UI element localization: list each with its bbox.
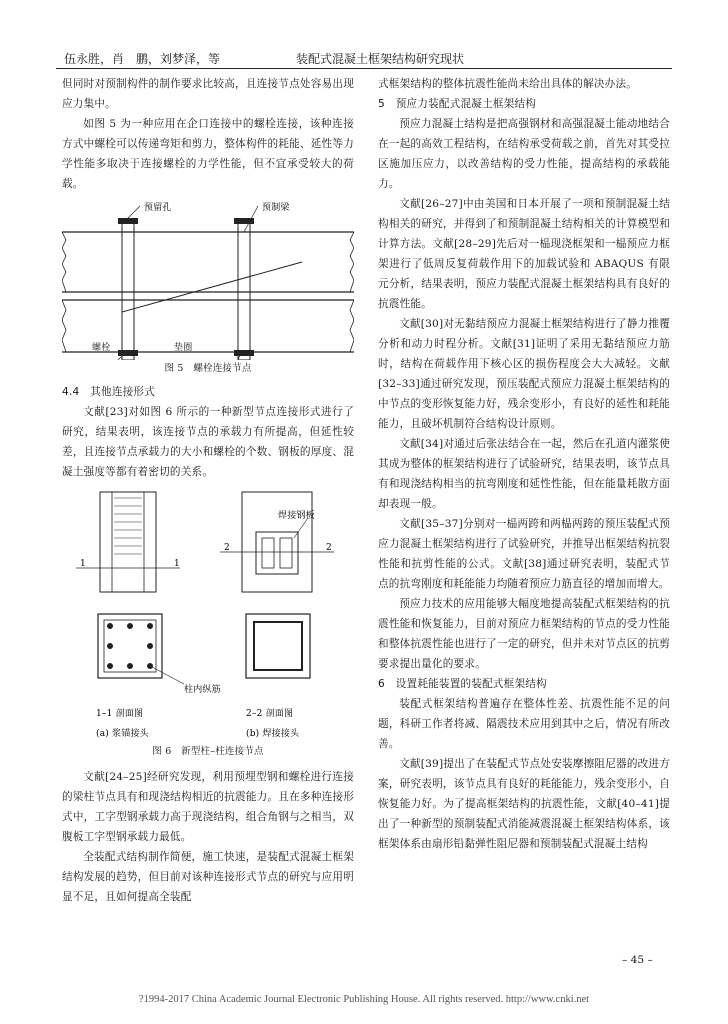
paragraph: 如图 5 为一种应用在企口连接中的螺栓连接，该种连接方式中螺栓可以传递弯矩和剪力，整体构件的耗能、延性等力学性能多取决于连接螺栓的力学性能，但不宜承受较大的荷载。 [62,118,354,190]
label-reserved-hole: 预留孔 [144,203,172,213]
section-mark-1-right: 1 [174,559,180,569]
header-article-title: 装配式混凝土框架结构研究现状 [296,52,465,66]
figure-5-caption: 图 5 螺栓连接节点 [164,363,252,374]
section-label-2-2: 2–2 剖面图 [246,709,294,719]
paragraph: 文献[23]对如图 6 所示的一种新型节点连接形式进行了研究，结果表明，该连接节点的承载力有所提高，但延性较差，且连接节点承载力的大小和螺栓的个数、钢板的厚度、混凝土强度等都有着密切的关系。 [62,406,354,478]
running-header [56,50,672,70]
paragraph: 文献[26–27]中由美国和日本开展了一项和预制混凝土结构相关的研究，并得到了和预制混凝土结构相关的计算模型和计算方法。文献[28–29]先后对一榀现浇框架和一榀预应力框架进行了低周反复荷载作用下的加载试验和 ABAQUS 有限元分析，结果表明，预应力装配式混凝土框架结构具有良好的抗震性能。 [378,198,670,310]
label-welded-plate: 焊接钢板 [278,511,315,521]
paragraph: 全装配式结构制作简便，施工快速，是装配式混凝土框架结构发展的趋势，但目前对该种连接形式节点的研究与应用明显不足，且如何提高全装配 [62,851,354,903]
section-heading-4-4: 4.4 其他连接形式 [62,386,156,398]
label-washer: 垫圈 [174,343,193,353]
paragraph: 文献[35–37]分别对一榀两跨和两榀两跨的预压装配式预应力混凝土框架结构进行了试验研究，并推导出框架结构抗裂性能和抗剪性能的公式。文献[38]通过研究表明，装配式节点的抗弯刚度和耗能能力均随着预应力筋直径的增加而增大。 [378,518,670,590]
figure-5-bolt-connection [62,200,354,360]
paragraph: 文献[30]对无黏结预应力混凝土框架结构进行了静力推覆分析和动力时程分析。文献[31]证明了采用无黏结预应力筋时，结构在荷载作用下核心区的损伤程度会大大减轻。文献[32–33]通过研究发现，预压装配式预应力混凝土框架结构的中节点的变形恢复能力好，残余变形小，有良好的延性和耗能能力，且破坏机制符合结构设计原则。 [378,318,670,430]
left-column [62,74,354,907]
copyright-footer: ?1994-2017 China Academic Journal Electronic Publishing House. All rights reserved. http://www.cnki.net [138,994,590,1005]
paragraph: 预应力技术的应用能够大幅度地提高装配式框架结构的抗震性能和恢复能力，目前对预应力框架结构的节点的受力性能和整体抗震性能也进行了一定的研究，但并未对节点区的抗剪要求提出量化的要求。 [378,598,670,670]
paragraph: 文献[39]提出了在装配式节点处安装摩擦阻尼器的改进方案，研究表明，该节点具有良好的耗能能力，残余变形小，自恢复能力好。为了提高框架结构的抗震性能，文献[40–41]提出了一种新型的预制装配式消能减震混凝土框架结构体系，该框架体系由扇形铅黏弹性阻尼器和预制装配式混凝土结构 [378,758,670,850]
paragraph: 装配式框架结构普遍存在整体性差、抗震性能不足的问题，科研工作者将减、隔震技术应用到其中之后，情况有所改善。 [378,698,670,750]
paragraph: 文献[34]对通过后张法结合在一起，然后在孔道内灌浆使其成为整体的框架结构进行了试验研究，结果表明，该节点具有和现浇结构相当的抗弯刚度和延性性能，但在能量耗散方面却表现一般。 [378,438,670,510]
paragraph: 预应力混凝土结构是把高强钢材和高强混凝土能动地结合在一起的高效工程结构，在结构承受荷载之前，首先对其受拉区施加压应力，以改善结构的受力性能，提高结构的承载能力。 [378,118,670,190]
section-heading-5: 5 预应力装配式混凝土框架结构 [378,98,537,110]
header-authors: 伍永胜，肖 鹏，刘梦泽，等 [64,52,221,66]
label-column-rebar: 柱内纵筋 [184,685,221,695]
section-mark-1-left: 1 [80,559,86,569]
paragraph: 文献[24–25]经研究发现，利用预埋型钢和螺栓进行连接的梁柱节点具有和现浇结构相近的抗震能力。且在多种连接形式中，工字型钢承载力高于现浇结构，组合角钢与之相当，双腹板工字型钢承载力最低。 [62,771,354,843]
label-bolt: 螺栓 [92,343,111,353]
header-rule [56,68,672,69]
paragraph: 但同时对预制构件的制作要求比较高，且连接节点处容易出现应力集中。 [62,78,354,110]
section-mark-2-left: 2 [224,543,230,553]
figure-6-caption: 图 6 新型柱–柱连接节点 [152,746,264,757]
section-mark-2-right: 2 [326,543,332,553]
figure-6-column-connection [62,488,354,743]
page-number: – 45 – [622,954,653,966]
label-precast-beam: 预制梁 [262,203,290,213]
section-heading-6: 6 设置耗能装置的装配式框架结构 [378,678,547,690]
paragraph: 式框架结构的整体抗震性能尚未给出具体的解决办法。 [378,78,638,90]
subcaption-a: (a) 浆锚接头 [96,729,149,739]
subcaption-b: (b) 焊接接头 [246,729,300,739]
section-label-1-1: 1–1 剖面图 [96,709,144,719]
right-column [378,74,670,854]
